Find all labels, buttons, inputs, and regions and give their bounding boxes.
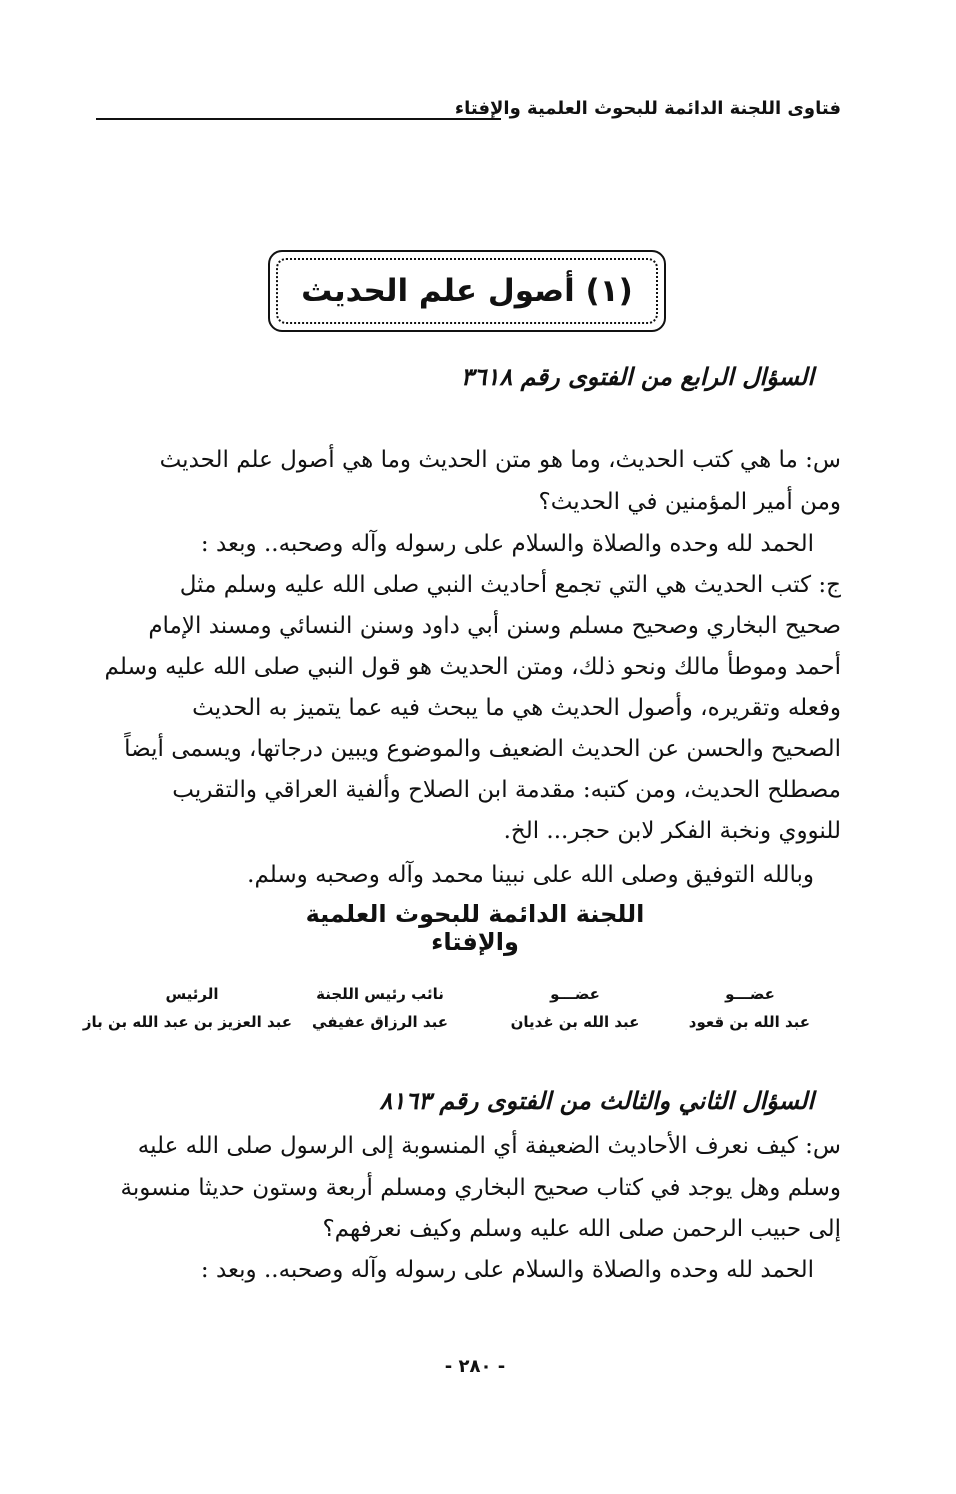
- signature-name: عبد الله بن غديان: [510, 1013, 640, 1031]
- signature-member-2: [500, 985, 650, 1031]
- q1-line: ومن أمير المؤمنين في الحديث؟: [538, 489, 841, 515]
- q1-line: أحمد وموطأ مالك ونحو ذلك، ومتن الحديث هو قول النبي صلى الله عليه وسلم: [104, 654, 841, 680]
- header-rule: [96, 118, 501, 120]
- signature-name: عبد الرزاق عفيفي: [312, 1013, 448, 1031]
- q2-line: وسلم وهل يوجد في كتاب صحيح البخاري ومسلم أربعة وستون حديثا منسوبة: [120, 1175, 841, 1201]
- header-title: فتاوى اللجنة الدائمة للبحوث العلمية والإفتاء: [454, 98, 841, 119]
- signature-name: عبد الله بن قعود: [688, 1013, 810, 1031]
- signature-name: عبد العزيز بن عبد الله بن باز: [82, 1013, 292, 1031]
- section-title-frame: [276, 258, 658, 324]
- signature-role: الرئيس: [165, 985, 219, 1003]
- signature-role: نائب رئيس اللجنة: [316, 985, 444, 1003]
- q1-line: مصطلح الحديث، ومن كتبه: مقدمة ابن الصلاح وألفية العراقي والتقريب: [172, 777, 841, 803]
- signature-member-1: [690, 985, 810, 1031]
- q1-line: وبالله التوفيق وصلى الله على نبينا محمد وآله وصحبه وسلم.: [247, 862, 814, 888]
- signature-vice-chairman: [300, 985, 460, 1031]
- signature-role: عضـــو: [550, 985, 600, 1003]
- signature-chairman: [82, 985, 292, 1031]
- question-1-title: السؤال الرابع من الفتوى رقم ٣٦١٨: [460, 362, 814, 391]
- q2-line: إلى حبيب الرحمن صلى الله عليه وسلم وكيف نعرفهم؟: [322, 1216, 841, 1242]
- committee-name: اللجنة الدائمة للبحوث العلمية والإفتاء: [305, 900, 645, 956]
- q2-line: س: كيف نعرف الأحاديث الضعيفة أي المنسوبة إلى الرسول صلى الله عليه: [137, 1133, 841, 1159]
- q1-line: وفعله وتقريره، وأصول الحديث هي ما يبحث فيه عما يتميز به الحديث: [192, 695, 841, 721]
- running-header: [96, 92, 841, 132]
- q1-line: للنووي ونخبة الفكر لابن حجر... الخ.: [503, 818, 841, 844]
- q1-line: ج: كتب الحديث هي التي تجمع أحاديث النبي صلى الله عليه وسلم مثل: [179, 572, 841, 598]
- q1-line: الحمد لله وحده والصلاة والسلام على رسوله وآله وصحبه.. وبعد :: [200, 531, 814, 557]
- q1-line: الصحيح والحسن عن الحديث الضعيف والموضوع ويبين درجاتها، ويسمى أيضاً: [124, 736, 841, 762]
- page-number: - ٢٨٠ -: [444, 1356, 506, 1377]
- q1-line: صحيح البخاري وصحيح مسلم وسنن أبي داود وسنن النسائي ومسند الإمام: [148, 613, 841, 639]
- section-title-box: [268, 250, 666, 332]
- q1-line: س: ما هي كتب الحديث، وما هو متن الحديث وما هي أصول علم الحديث: [159, 447, 841, 473]
- question-2-title: السؤال الثاني والثالث من الفتوى رقم ٨١٦٣: [379, 1086, 814, 1115]
- q2-line: الحمد لله وحده والصلاة والسلام على رسوله وآله وصحبه.. وبعد :: [200, 1257, 814, 1283]
- signature-role: عضـــو: [725, 985, 775, 1003]
- section-title: (١) أصول علم الحديث: [301, 273, 633, 309]
